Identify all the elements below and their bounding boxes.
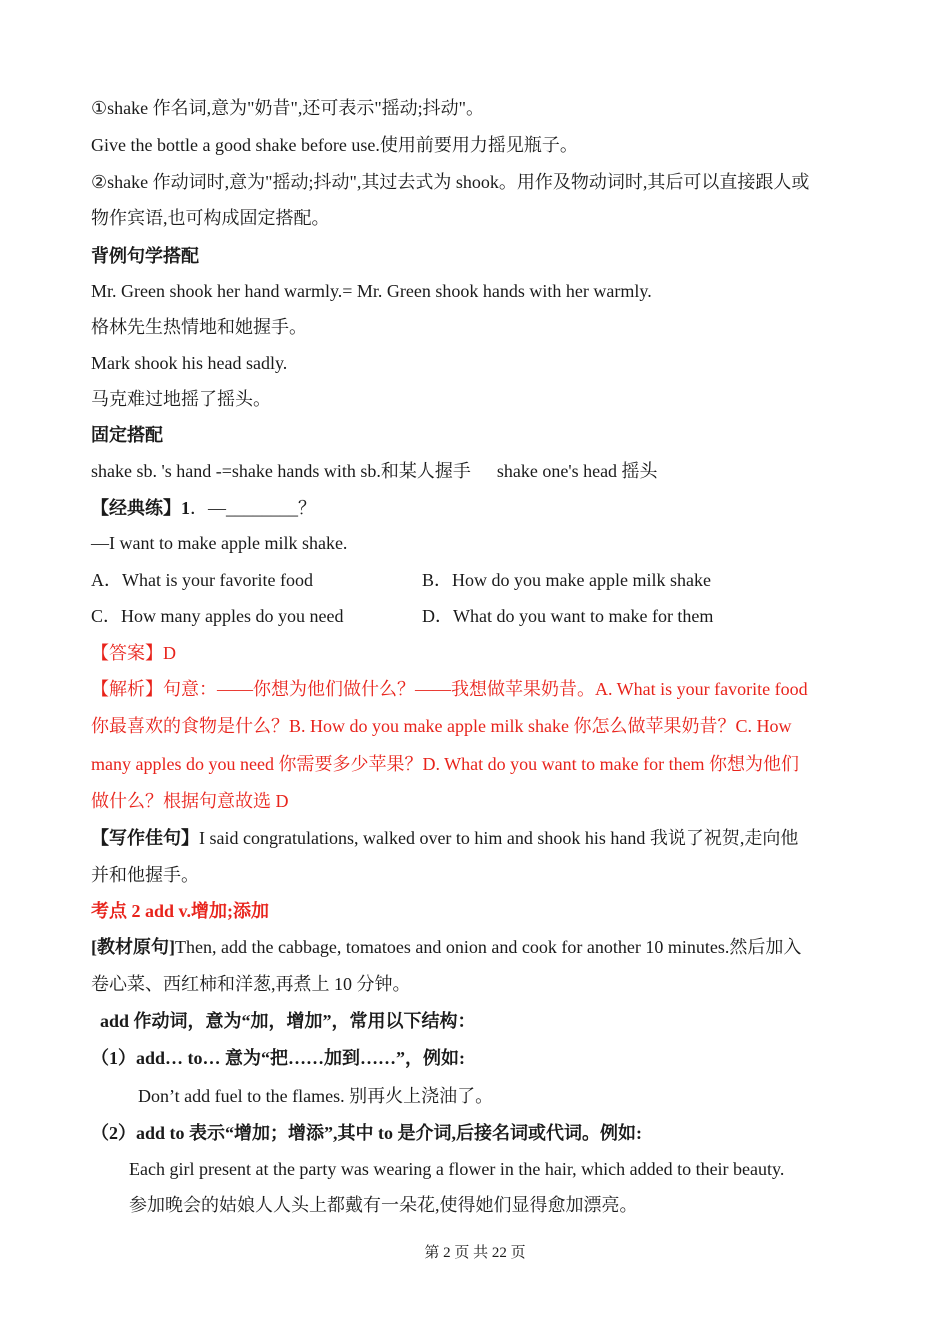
usage-structure-2: （2）add to 表示“增加；增添”,其中 to 是介词,后接名词或代词。例如:	[91, 1123, 643, 1143]
text-line: 并和他握手。	[91, 865, 199, 885]
page-number: 第 2 页 共 22 页	[424, 1245, 526, 1261]
example-translation: 参加晚会的姑娘人人头上都戴有一朵花,使得她们显得愈加漂亮。	[129, 1195, 638, 1215]
collocation-line	[91, 459, 862, 483]
question-line	[91, 496, 862, 520]
collocation-2: shake one's head 摇头	[496, 461, 658, 481]
text-line: ①shake 作名词,意为"奶昔",还可表示"摇动;抖动"。	[91, 98, 485, 118]
text-line: Give the bottle a good shake before use.使用前要用力摇见瓶子。	[91, 135, 578, 155]
question-label: 【经典练】1	[91, 498, 190, 518]
writing-text: I said congratulations, walked over to him and shook his hand 我说了祝贺,走向他	[199, 828, 799, 848]
textbook-label: [教材原句]	[91, 937, 175, 957]
text-line: ②shake 作动词时,意为"摇动;抖动",其过去式为 shook。用作及物动词时,其后可以直接跟人或	[91, 172, 810, 192]
answer-line: 【答案】D	[91, 643, 176, 663]
text-line: 格林先生热情地和她握手。	[91, 317, 307, 337]
option-a: A．What is your favorite food	[91, 570, 313, 590]
question-blank: ．—________？	[190, 498, 316, 518]
usage-structure-1: （1）add… to… 意为“把……加到……”，例如:	[91, 1048, 466, 1068]
text-line: Mr. Green shook her hand warmly.= Mr. Green shook hands with her warmly.	[91, 281, 652, 301]
question-response: —I want to make apple milk shake.	[91, 533, 348, 553]
writing-label: 【写作佳句】	[91, 828, 199, 848]
explanation-line: many apples do you need 你需要多少苹果？D. What do you want to make for them 你想为他们	[91, 754, 800, 774]
writing-sentence	[91, 826, 862, 850]
textbook-sentence	[91, 935, 862, 959]
text-line: 马克难过地摇了摇头。	[91, 389, 271, 409]
explanation-line: 【解析】句意：——你想为他们做什么？——我想做苹果奶昔。A. What is your favorite food	[91, 679, 808, 699]
collocation-1: shake sb. 's hand -=shake hands with sb.和某人握手	[91, 461, 471, 481]
option-c: C．How many apples do you need	[91, 606, 344, 626]
section-heading: 背例句学搭配	[91, 246, 199, 266]
text-line: Mark shook his head sadly.	[91, 353, 288, 373]
point-heading: 考点 2 add v.增加;添加	[91, 901, 270, 921]
text-line: 卷心菜、西红柿和洋葱,再煮上 10 分钟。	[91, 974, 411, 994]
option-d: D．What do you want to make for them	[422, 606, 714, 626]
section-heading: 固定搭配	[91, 425, 163, 445]
option-b: B．How do you make apple milk shake	[422, 570, 711, 590]
example-line: Don’t add fuel to the flames. 别再火上浇油了。	[138, 1086, 494, 1106]
textbook-text: Then, add the cabbage, tomatoes and onion and cook for another 10 minutes.然后加入	[175, 937, 802, 957]
usage-intro: add 作动词，意为“加，增加”，常用以下结构：	[100, 1011, 476, 1031]
explanation-line: 你最喜欢的食物是什么？B. How do you make apple milk shake 你怎么做苹果奶昔？C. How	[91, 716, 792, 736]
explanation-line: 做什么？根据句意故选 D	[91, 791, 289, 811]
example-line: Each girl present at the party was wearing a flower in the hair, which added to their beauty.	[129, 1159, 785, 1179]
text-line: 物作宾语,也可构成固定搭配。	[91, 208, 330, 228]
